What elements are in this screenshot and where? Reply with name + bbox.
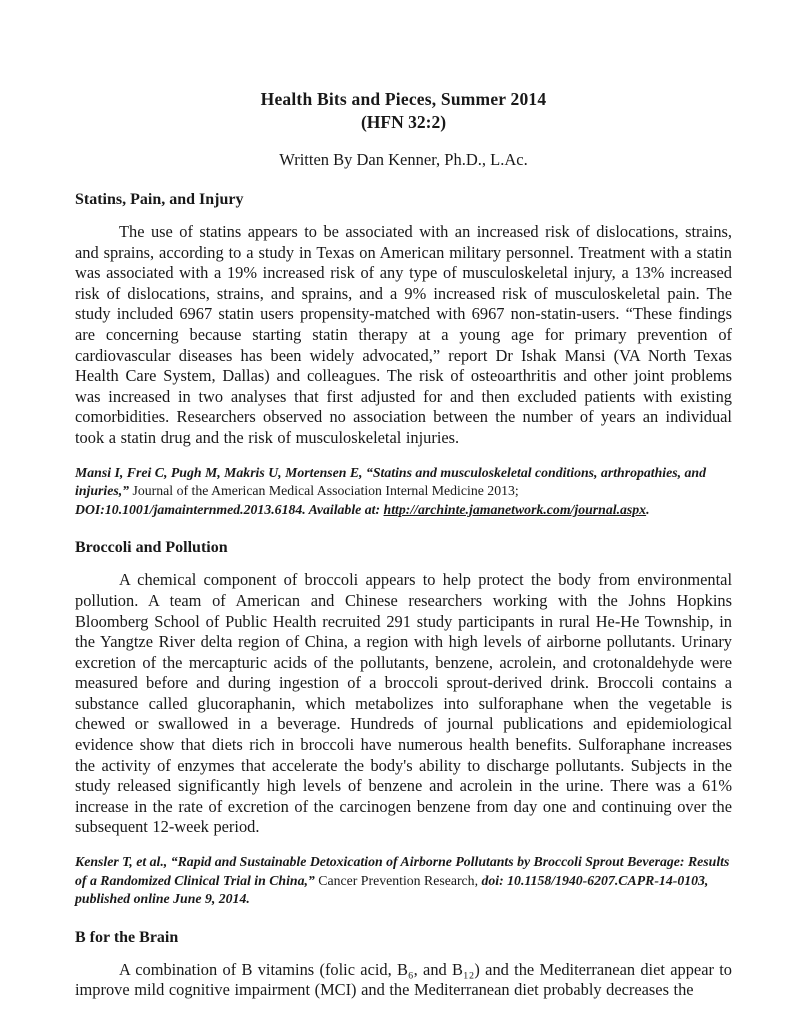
citation-kensler-broccoli [75, 853, 732, 909]
citation-text: Kensler T, et al., “Rapid and Sustainable Detoxication of Airborne Pollutants by Broccoli Sprout Beverage: Results of a Randomized Clinical Trial in China,” [75, 854, 730, 888]
section-heading-broccoli-pollution: Broccoli and Pollution [75, 539, 228, 557]
citation-text: Mansi I, Frei C, Pugh M, Makris U, Mortensen E, “Statins and musculoskeletal conditions, arthropathies, and injuries,” [75, 464, 706, 499]
section-body-broccoli-pollution: A chemical component of broccoli appears to help protect the body from environmental pollution. A team of American and Chinese researchers working with the Johns Hopkins Bloomberg School of Public Health recruited 291 study participants in rural He-He Township, in the Yangtze River delta region of China, a region with high levels of airborne pollutants. Urinary excretion of the mercapturic acids of the pollutants, benzene, acrolein, and crotonaldehyde were measured before and during ingestion of a broccoli sprout-derived drink. Broccoli contains a substance called glucoraphanin, which metabolizes into sulforaphane when the vegetable is chewed or swallowed in a beverage. Hundreds of journal publications and epidemiological evidence show that diets rich in broccoli have numerous health benefits. Sulforaphane increases the activity of enzymes that accelerate the body's ability to discharge pollutants. Subjects in the study released significantly high levels of benzene and acrolein in the urine. There was a 61% increase in the rate of excretion of the carcinogen benzene from day one and continuing over the subsequent 12-week period. [75, 570, 732, 837]
citation-text: doi: 10.1158/1940-6207.CAPR-14-0103, published online June 9, 2014. [75, 872, 709, 907]
section-body-b-for-the-brain: A combination of B vitamins (folic acid, B₆, and B₁₂) and the Mediterranean diet appear to improve mild cognitive impairment (MCI) and the Mediterranean diet probably decreases the [75, 959, 732, 1000]
document-subtitle: (HFN 32:2) [360, 112, 447, 132]
citation-text: DOI:10.1001/jamainternmed.2013.6184. Available at: [75, 501, 384, 517]
section-heading-b-for-the-brain: B for the Brain [75, 928, 179, 946]
citation-url-link[interactable]: http://archinte.jamanetwork.com/journal.aspx [383, 501, 647, 517]
citation-mansi-statins [75, 464, 732, 520]
document-byline: Written By Dan Kenner, Ph.D., L.Ac. [279, 150, 528, 169]
document-title: Health Bits and Pieces, Summer 2014 [260, 89, 547, 109]
citation-text: Cancer Prevention Research, [318, 872, 482, 888]
citation-text: Journal of the American Medical Association Internal Medicine 2013; [132, 483, 519, 499]
section-heading-statins-pain-injury: Statins, Pain, and Injury [75, 191, 244, 208]
citation-text: . [646, 501, 650, 517]
section-body-statins-pain-injury: The use of statins appears to be associated with an increased risk of dislocations, strains, and sprains, according to a study in Texas on American military personnel. Treatment with a statin was associated with a 19% increased risk of any type of musculoskeletal injury, a 13% increased risk of dislocations, strains, and sprains, and a 9% increased risk of musculoskeletal pain. The study included 6967 statin users propensity-matched with 6967 non-statin-users. “These findings are concerning because starting statin therapy at a young age for primary prevention of cardiovascular diseases has been widely advocated,” report Dr Ishak Mansi (VA North Texas Health Care System, Dallas) and colleagues. The risk of osteoarthritis and other joint problems was increased in two analyses that first adjusted for and then excluded patients with existing comorbidities. Researchers observed no association between the number of years an individual took a statin drug and the risk of musculoskeletal injuries. [75, 222, 732, 447]
